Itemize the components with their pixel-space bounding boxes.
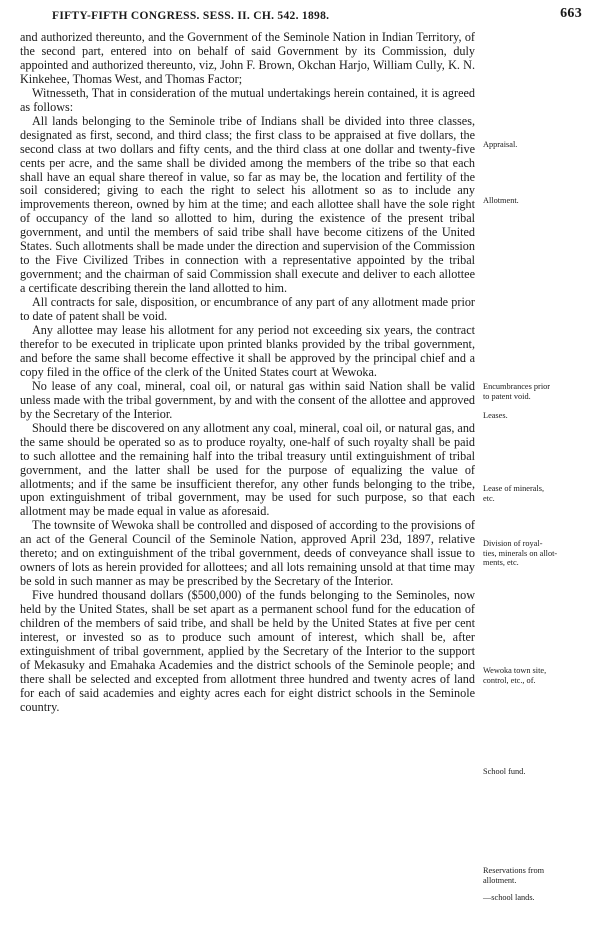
paragraph-allotment: All lands belonging to the Seminole tribe of Indians shall be divided into three classes, designated as first, second, and third class; the first class to be appraised at five dollars, the second class at two dollars and fifty cents, and the third class at one dollar and twenty-five cents per acre, and the same shall be divided among the members of the tribe so that each shall have an equal share thereof in value, so far as may be, the location and fertility of the soil considered; giving to each the right to select his allotment so as to include any improvements thereon, owned by him at the time; and each allottee shall have the sole right of occupancy of the land so allotted to him, during the existence of the present tribal government, and until the members of said tribe shall have become citizens of the United States. Such allotments shall be made under the direction and supervision of the Commission to the Five Civilized Tribes in connection with a representative appointed by the tribal government; and the chairman of said Commission shall execute and deliver to each allottee a certificate describing therein the land allotted to him. <box>20 113 475 296</box>
margin-note-leases: Leases. <box>483 411 508 420</box>
paragraph-mineral-lease: No lease of any coal, mineral, coal oil, or natural gas within said Nation shall be valid unless made with the tribal government, by and with the consent of the allottee and approved by the Secretary of the Interior. <box>20 378 475 421</box>
paragraph-wewoka-townsite: The townsite of Wewoka shall be controlled and disposed of according to the provisions of an act of the General Council of the Seminole Nation, approved April 23d, 1897, relative thereto; and on extinguishment of the tribal government, deeds of conveyance shall issue to owners of lots as herein provided for allottees; and all lots remaining unsold at that time may be sold in such manner as may be prescribed by the Secretary of the Interior. <box>20 518 475 589</box>
paragraph-witnesseth: Witnesseth, That in consideration of the mutual undertakings herein contained, it is agreed as follows: <box>20 85 475 114</box>
margin-note-mineral-lease: Lease of minerals, etc. <box>483 484 545 503</box>
main-text <box>20 31 475 715</box>
margin-note-royalties: Division of royal- ties, minerals on allot- ments, etc. <box>483 539 558 568</box>
margin-note-appraisal: Appraisal. <box>483 140 518 149</box>
margin-note-wewoka-townsite: Wewoka town site, control, etc., of. <box>483 666 547 685</box>
page-number: 663 <box>560 6 582 21</box>
margin-note-school-lands: —school lands. <box>483 893 535 902</box>
running-head: FIFTY-FIFTH CONGRESS. SESS. II. CH. 542. 1898. <box>52 10 330 22</box>
margin-note-reservations: Reservations from allotment. <box>483 866 545 885</box>
paragraph-school-fund: Five hundred thousand dollars ($500,000) of the funds belonging to the Seminoles, now held by the United States, shall be set apart as a permanent school fund for the education of children of the members of said tribe, and shall be held by the United States at five per cent interest, or invested so as to produce such amount of interest, which shall be, after extinguishment of tribal government, applied by the Secretary of the Interior to the support of Mekasuky and Emahaka Academies and the district schools of the Seminole people; and there shall be selected and excepted from allotment three hundred and twenty acres of land for each of said academies and eighty acres each for eight district schools in the Seminole country. <box>20 588 475 714</box>
margin-note-allotment: Allotment. <box>483 196 519 205</box>
paragraph-preamble: and authorized thereunto, and the Government of the Seminole Nation in Indian Territory, of the second part, entered into on behalf of said Government by its Commission, duly appointed and authorized thereunto, viz, John F. Brown, Okchan Harjo, William Cully, K. N. Kinkehee, Thomas West, and Thomas Factor; <box>20 30 475 86</box>
paragraph-encumbrances: All contracts for sale, disposition, or encumbrance of any part of any allotment made prior to date of patent shall be void. <box>20 295 475 324</box>
paragraph-leases: Any allottee may lease his allotment for any period not exceeding six years, the contract therefor to be executed in triplicate upon printed blanks provided by the tribal government, and before the same shall become effective it shall be approved by the principal chief and a copy filed in the office of the clerk of the United States court at Wewoka. <box>20 323 475 379</box>
margin-note-school-fund: School fund. <box>483 767 526 776</box>
margin-note-encumbrances: Encumbrances prior to patent void. <box>483 382 551 401</box>
running-header <box>22 6 582 26</box>
paragraph-royalties: Should there be discovered on any allotment any coal, mineral, coal oil, or natural gas, and the same should be operated so as to produce royalty, one-half of such royalty shall be paid to such allottee and the remaining half into the tribal treasury until extinguishment of tribal government, and the latter shall be used for the purpose of equalizing the value of allotments; and if the same be insufficient therefor, any other funds belonging to the tribe, upon extinguishment of tribal government, may be used for such purpose, so that each allotment may be made equal in value as aforesaid. <box>20 420 476 519</box>
